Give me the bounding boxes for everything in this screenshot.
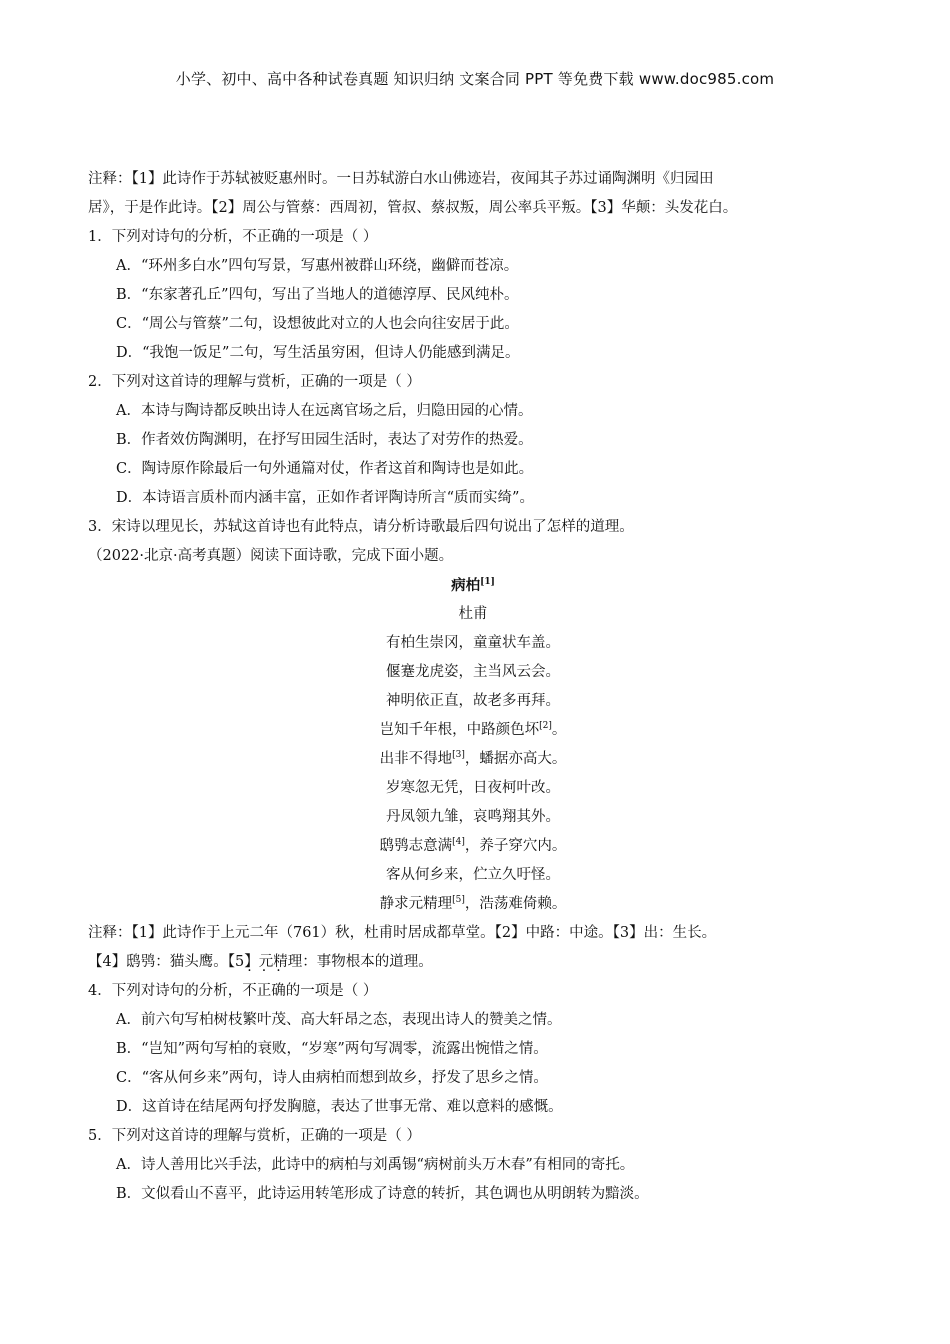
q4-option-c: C．“客从何乡来”两句，诗人由病柏而想到故乡，抒发了思乡之情。 bbox=[116, 1070, 548, 1086]
reading-intro: （2022·北京·高考真题）阅读下面诗歌，完成下面小题。 bbox=[88, 548, 454, 564]
document-body bbox=[88, 165, 858, 1209]
emphasis-char: 确 bbox=[271, 983, 286, 999]
q5-option-a: A．诗人善用比兴手法，此诗中的病柏与刘禹锡“病树前头万木春”有相同的寄托。 bbox=[116, 1157, 635, 1173]
note1-line1: 注释：【1】此诗作于苏轼被贬惠州时。一日苏轼游白水山佛迹岩，夜闻其子苏过诵陶渊明《归园田 bbox=[88, 171, 714, 187]
note2-line2: 【4】鸱鸮：猫头鹰。【5】元精理：事物根本的道理。 bbox=[88, 954, 433, 970]
q1-stem: 1．下列对诗句的分析，不正确的一项是（ ） bbox=[88, 229, 378, 245]
poem-line: 客从何乡来，伫立久吁怪。 bbox=[386, 867, 560, 883]
q2-option-b: B．作者效仿陶渊明，在抒写田园生活时，表达了对劳作的热爱。 bbox=[116, 432, 533, 448]
q5-stem: 5．下列对这首诗的理解与赏析，正确的一项是（ ） bbox=[88, 1128, 421, 1144]
q4-option-a: A．前六句写柏树枝繁叶茂、高大轩昂之态，表现出诗人的赞美之情。 bbox=[116, 1012, 562, 1028]
q2-option-c: C．陶诗原作除最后一句外通篇对仗，作者这首和陶诗也是如此。 bbox=[116, 461, 534, 477]
poem-line: 偃蹇龙虎姿，主当风云会。 bbox=[386, 664, 560, 680]
q5-option-b: B．文似看山不喜平，此诗运用转笔形成了诗意的转折，其色调也从明朗转为黯淡。 bbox=[116, 1186, 649, 1202]
page-header: 小学、初中、高中各种试卷真题 知识归纳 文案合同 PPT 等免费下载 www.doc985.com bbox=[175, 70, 775, 88]
q4-option-b: B．“岂知”两句写柏的衰败，“岁寒”两句写凋零，流露出惋惜之情。 bbox=[116, 1041, 548, 1057]
poem-line: 神明依正直，故老多再拜。 bbox=[386, 693, 560, 709]
q1-option-c: C．“周公与管蔡”二句，设想彼此对立的人也会向往安居于此。 bbox=[116, 316, 519, 332]
poem-line: 鸱鸮志意满[4]，养子穿穴内。 bbox=[379, 837, 567, 854]
poem-line: 丹凤领九雏，哀鸣翔其外。 bbox=[386, 809, 560, 825]
note2-line1: 注释：【1】此诗作于上元二年（761）秋，杜甫时居成都草堂。【2】中路：中途。【3】出：生长。 bbox=[88, 925, 717, 941]
q4-option-d: D．这首诗在结尾两句抒发胸臆，表达了世事无常、难以意料的感慨。 bbox=[116, 1099, 563, 1115]
q2-stem: 2．下列对这首诗的理解与赏析，正确的一项是（ ） bbox=[88, 374, 421, 390]
poem-line: 岂知千年根，中路颜色坏[2]。 bbox=[379, 721, 567, 738]
poem-line: 出非不得地[3]，蟠据亦高大。 bbox=[379, 750, 567, 767]
poem-line: 有柏生崇冈，童童状车盖。 bbox=[386, 635, 560, 651]
q1-option-b: B．“东家著孔丘”四句，写出了当地人的道德淳厚、民风纯朴。 bbox=[116, 287, 519, 303]
q1-option-a: A．“环州多白水”四句写景，写惠州被群山环绕，幽僻而苍凉。 bbox=[116, 258, 519, 274]
q4-emphasis bbox=[242, 983, 286, 999]
poem-line: 静求元精理[5]，浩荡难倚赖。 bbox=[379, 895, 567, 912]
poem-title-footnote: [1] bbox=[480, 577, 495, 587]
q4-stem: 4．下列对诗句的分析，不正确的一项是（ ） bbox=[88, 977, 858, 1006]
poem-title: 病柏[1] bbox=[451, 577, 495, 594]
emphasis-char: 不 bbox=[242, 983, 257, 999]
q2-option-d: D．本诗语言质朴而内涵丰富，正如作者评陶诗所言“质而实绮”。 bbox=[116, 490, 534, 506]
q3-stem: 3．宋诗以理见长，苏轼这首诗也有此特点，请分析诗歌最后四句说出了怎样的道理。 bbox=[88, 519, 634, 535]
note1-line2: 居》，于是作此诗。【2】周公与管蔡：西周初，管叔、蔡叔叛，周公率兵平叛。【3】华颠：头发花白。 bbox=[88, 200, 738, 216]
emphasis-char: 正 bbox=[256, 983, 272, 999]
poem-line: 岁寒忽无凭，日夜柯叶改。 bbox=[386, 780, 560, 796]
poem-author: 杜甫 bbox=[458, 606, 488, 622]
q2-option-a: A．本诗与陶诗都反映出诗人在远离官场之后，归隐田园的心情。 bbox=[116, 403, 533, 419]
q1-option-d: D．“我饱一饭足”二句，写生活虽穷困，但诗人仍能感到满足。 bbox=[116, 345, 520, 361]
